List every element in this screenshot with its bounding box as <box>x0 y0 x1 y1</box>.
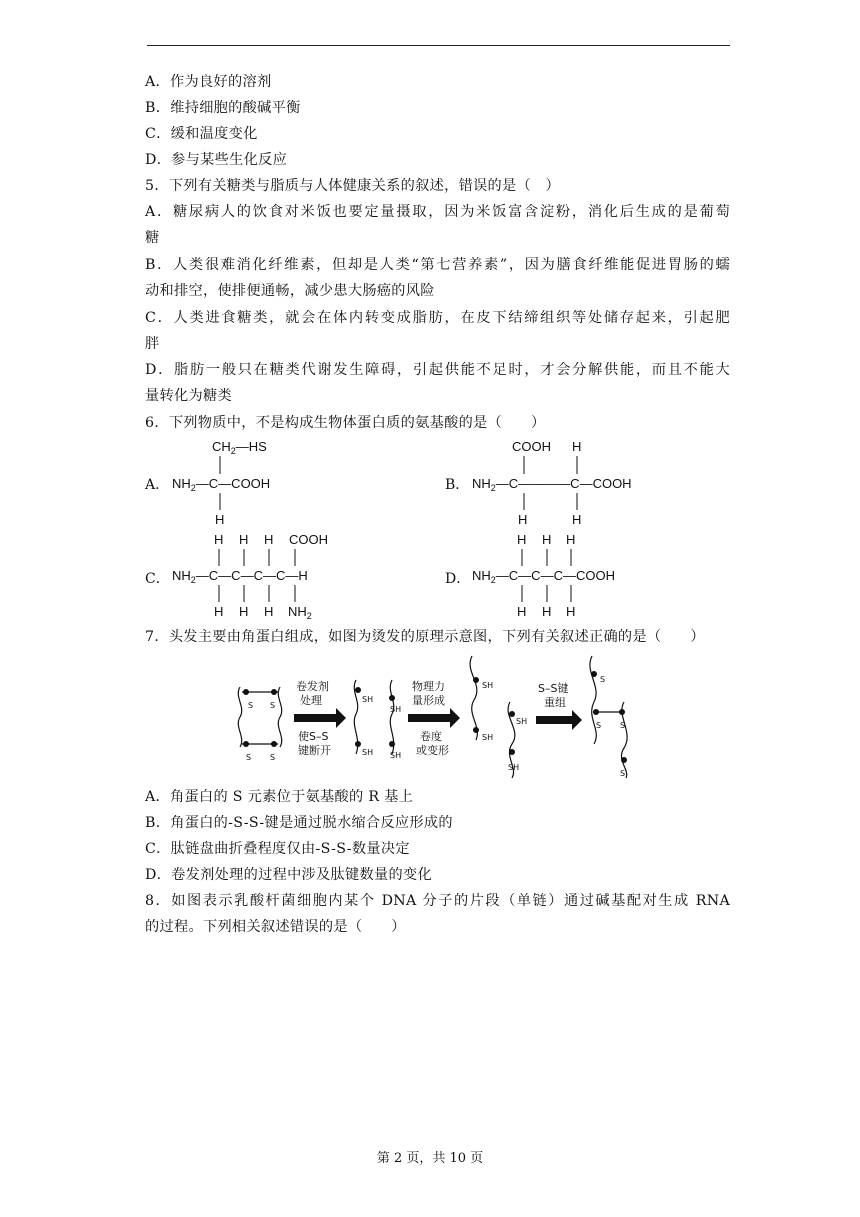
svg-text:H: H <box>214 604 224 619</box>
svg-text:H: H <box>239 532 249 547</box>
ch2-text: $CH_2—HS$ <box>212 439 267 456</box>
q4-option-b: B．维持细胞的酸碱平衡 <box>145 100 301 116</box>
header-rule <box>147 45 730 46</box>
q4-option-c: C．缓和温度变化 <box>145 126 258 142</box>
q6-label-a: A． <box>145 477 170 493</box>
svg-text:S: S <box>248 701 254 710</box>
svg-text:使S–S: 使S–S <box>298 730 329 743</box>
svg-text:S: S <box>270 701 276 710</box>
structure-c <box>170 530 350 626</box>
q7-stem: 7．头发主要由角蛋白组成，如图为烫发的原理示意图，下列有关叙述正确的是（ ） <box>145 629 705 645</box>
svg-text:SH: SH <box>482 733 494 742</box>
svg-text:S–S键: S–S键 <box>538 682 569 695</box>
svg-text:H: H <box>566 604 576 619</box>
svg-text:H: H <box>215 512 225 527</box>
svg-text:H: H <box>239 604 249 619</box>
q7-option-a: A．角蛋白的 S 元素位于氨基酸的 R 基上 <box>145 789 414 805</box>
svg-text:NH2—C————C—COOH: $NH_2—C————C—COOH$ <box>472 476 632 493</box>
svg-text:H: H <box>264 532 274 547</box>
structure-d <box>470 530 650 626</box>
svg-text:H: H <box>264 604 274 619</box>
svg-text:键断开: 键断开 <box>298 744 331 757</box>
q6-stem: 6．下列物质中，不是构成生物体蛋白质的氨基酸的是（ ） <box>145 415 546 431</box>
svg-text:H: H <box>542 532 552 547</box>
q4-option-d: D．参与某些生化反应 <box>145 152 288 168</box>
svg-text:S: S <box>596 721 602 730</box>
svg-text:SH: SH <box>390 705 402 714</box>
q5-stem: 5．下列有关糖类与脂质与人体健康关系的叙述，错误的是（ ） <box>145 178 560 194</box>
svg-text:处理: 处理 <box>300 694 322 707</box>
structure-a <box>170 436 300 532</box>
q7-option-d: D．卷发剂处理的过程中涉及肽键数量的变化 <box>145 867 432 883</box>
q5-option-b-line2: 动和排空，使排便通畅，减少患大肠癌的风险 <box>145 283 435 299</box>
svg-text:量形成: 量形成 <box>412 694 445 707</box>
svg-text:H: H <box>566 532 576 547</box>
svg-text:或变形: 或变形 <box>416 744 449 757</box>
q6-label-c: C． <box>145 571 170 587</box>
svg-text:NH2—C—C—C—COOH: $NH_2—C—C—C—COOH$ <box>472 568 615 585</box>
q5-option-a-line2: 糖 <box>145 230 160 246</box>
svg-text:S: S <box>620 769 626 778</box>
q7-option-c: C．肽链盘曲折叠程度仅由-S-S-数量决定 <box>145 841 410 857</box>
svg-text:卷度: 卷度 <box>420 730 442 743</box>
svg-text:H: H <box>214 532 224 547</box>
q5-option-c-line2: 胖 <box>145 336 160 352</box>
svg-text:SH: SH <box>390 751 402 760</box>
q5-option-c-line1: C．人类进食糖类，就会在体内转变成脂肪，在皮下结缔组织等处储存起来，引起肥 <box>145 310 730 326</box>
svg-text:S: S <box>600 675 606 684</box>
q6-label-b: B． <box>445 477 470 493</box>
svg-text:S: S <box>620 721 626 730</box>
perm-diagram <box>232 652 632 782</box>
structure-b <box>470 436 650 532</box>
q5-option-b-line1: B．人类很难消化纤维素，但却是人类“第七营养素”，因为膳食纤维能促进胃肠的蠕 <box>145 257 730 273</box>
svg-text:NH2—C—COOH: $NH_2—C—COOH$ <box>172 476 271 493</box>
svg-text:H: H <box>572 439 582 454</box>
svg-text:S: S <box>270 753 276 762</box>
svg-text:SH: SH <box>508 763 520 772</box>
q6-label-d: D． <box>445 571 471 587</box>
q5-option-a-line1: A．糖尿病人的饮食对米饭也要定量摄取，因为米饭富含淀粉，消化后生成的是葡萄 <box>145 204 730 220</box>
q8-stem-line1: 8．如图表示乳酸杆菌细胞内某个 DNA 分子的片段（单链）通过碱基配对生成 RNA <box>145 893 730 909</box>
q8-stem-line2: 的过程。下列相关叙述错误的是（ ） <box>145 919 406 935</box>
svg-text:H: H <box>542 604 552 619</box>
svg-text:COOH: COOH <box>512 439 551 454</box>
svg-text:重组: 重组 <box>544 696 566 709</box>
svg-text:SH: SH <box>482 681 494 690</box>
svg-text:H: H <box>517 532 527 547</box>
svg-text:NH2: $NH_2$ <box>288 604 312 621</box>
q5-option-d-line1: D．脂肪一般只在糖类代谢发生障碍，引起供能不足时，才会分解供能，而且不能大 <box>145 362 730 378</box>
svg-text:SH: SH <box>362 748 374 757</box>
svg-text:SH: SH <box>516 717 528 726</box>
svg-text:S: S <box>246 753 252 762</box>
svg-text:H: H <box>572 512 582 527</box>
svg-text:COOH: COOH <box>289 532 328 547</box>
page-footer: 第 2 页，共 10 页 <box>376 1151 484 1166</box>
q4-option-a: A．作为良好的溶剂 <box>145 74 272 90</box>
q7-option-b: B．角蛋白的-S-S-键是通过脱水缩合反应形成的 <box>145 815 453 831</box>
svg-text:卷发剂: 卷发剂 <box>296 680 329 693</box>
svg-text:H: H <box>518 512 528 527</box>
svg-text:物理力: 物理力 <box>412 680 445 693</box>
svg-text:SH: SH <box>362 695 374 704</box>
svg-text:NH2—C—C—C—C—H: $NH_2—C—C—C—C—H$ <box>172 568 308 585</box>
q5-option-d-line2: 量转化为糖类 <box>145 388 232 404</box>
svg-text:H: H <box>517 604 527 619</box>
